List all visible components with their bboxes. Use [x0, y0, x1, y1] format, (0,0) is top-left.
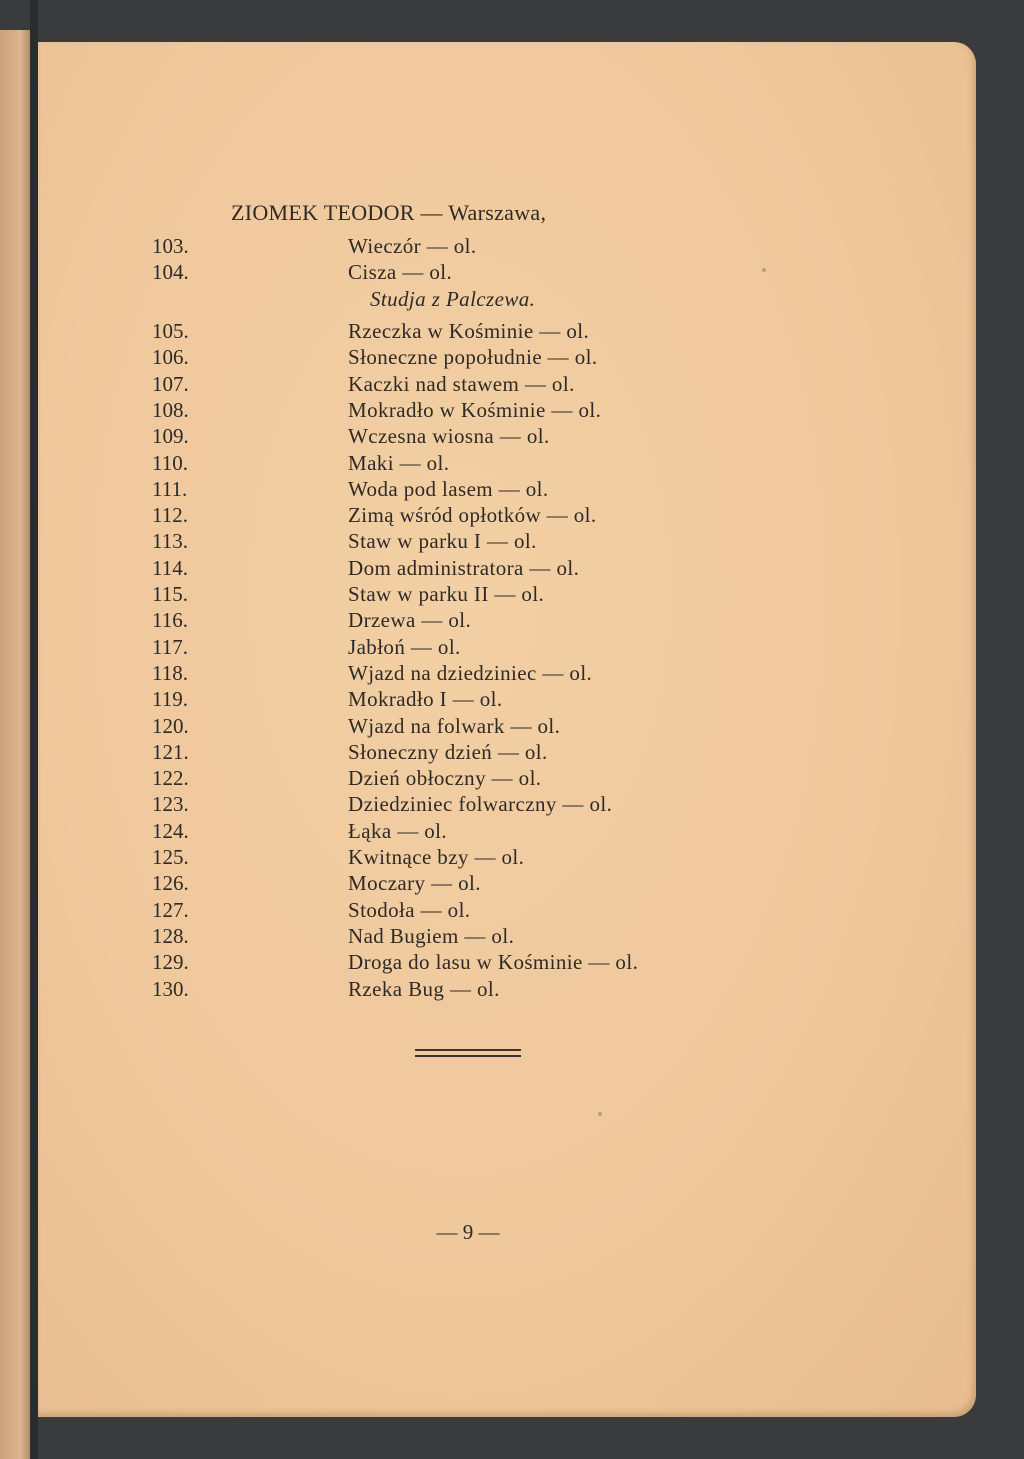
entry-title: Rzeczka w Kośminie — ol.: [348, 319, 590, 343]
section-subheading: Studja z Palczewa.: [370, 287, 536, 311]
catalog-entry: [0, 871, 1024, 897]
entry-title: Moczary — ol.: [348, 871, 481, 895]
double-rule-top: [415, 1049, 521, 1051]
entry-title: Łąka — ol.: [348, 819, 448, 843]
catalog-entry: [0, 740, 1024, 766]
entry-title: Maki — ol.: [348, 451, 450, 475]
entry-title: Dzień obłoczny — ol.: [348, 766, 542, 790]
entry-number: 116.: [152, 608, 188, 632]
entry-title: Droga do lasu w Kośminie — ol.: [348, 950, 639, 974]
entry-title: Cisza — ol.: [348, 260, 453, 284]
entry-number: 117.: [152, 635, 188, 659]
entry-title: Wjazd na dziedziniec — ol.: [348, 661, 593, 685]
entry-title: Jabłoń — ol.: [348, 635, 461, 659]
catalog-entry: [0, 260, 1024, 286]
catalog-entry: [0, 477, 1024, 503]
entry-title: Wieczór — ol.: [348, 234, 477, 258]
catalog-entry: [0, 608, 1024, 634]
entry-title: Wjazd na folwark — ol.: [348, 714, 561, 738]
entry-title: Mokradło w Kośminie — ol.: [348, 398, 602, 422]
entry-number: 115.: [152, 582, 188, 606]
catalog-entry: [0, 687, 1024, 713]
entry-number: 106.: [152, 345, 189, 369]
catalog-entry: [0, 556, 1024, 582]
catalog-entry: [0, 424, 1024, 450]
catalog-entry: [0, 529, 1024, 555]
catalog-entry: [0, 398, 1024, 424]
entry-title: Staw w parku II — ol.: [348, 582, 545, 606]
catalog-entry: [0, 319, 1024, 345]
catalog-entry: [0, 898, 1024, 924]
catalog-entry: [0, 977, 1024, 1003]
entry-number: 108.: [152, 398, 189, 422]
paper-speck: [762, 268, 766, 272]
entry-number: 118.: [152, 661, 188, 685]
entry-number: 113.: [152, 529, 188, 553]
entry-title: Kaczki nad stawem — ol.: [348, 372, 575, 396]
entry-number: 126.: [152, 871, 189, 895]
catalog-entry: [0, 372, 1024, 398]
catalog-entry: [0, 503, 1024, 529]
entry-number: 114.: [152, 556, 188, 580]
entry-title: Słoneczny dzień — ol.: [348, 740, 548, 764]
catalog-entry: [0, 845, 1024, 871]
catalog-entry: [0, 766, 1024, 792]
entry-number: 125.: [152, 845, 189, 869]
catalog-entry: [0, 345, 1024, 371]
paper-speck: [598, 1112, 602, 1116]
entry-title: Drzewa — ol.: [348, 608, 472, 632]
page-number: — 9 —: [436, 1220, 500, 1244]
entry-number: 103.: [152, 234, 189, 258]
entry-number: 105.: [152, 319, 189, 343]
catalog-entry: [0, 661, 1024, 687]
catalog-entry: [0, 635, 1024, 661]
entry-number: 123.: [152, 792, 189, 816]
entry-title: Woda pod lasem — ol.: [348, 477, 549, 501]
entry-number: 110.: [152, 451, 188, 475]
catalog-entry: [0, 819, 1024, 845]
entry-number: 121.: [152, 740, 189, 764]
entry-number: 111.: [152, 477, 188, 501]
catalog-entry: [0, 950, 1024, 976]
entry-number: 127.: [152, 898, 189, 922]
entry-title: Kwitnące bzy — ol.: [348, 845, 525, 869]
catalog-entry: [0, 714, 1024, 740]
entry-title: Wczesna wiosna — ol.: [348, 424, 550, 448]
entry-title: Rzeka Bug — ol.: [348, 977, 500, 1001]
entry-number: 112.: [152, 503, 188, 527]
entry-number: 129.: [152, 950, 189, 974]
catalog-entry: [0, 451, 1024, 477]
artist-heading: ZIOMEK TEODOR — Warszawa,: [231, 200, 547, 225]
entry-number: 119.: [152, 687, 188, 711]
entry-title: Słoneczne popołudnie — ol.: [348, 345, 598, 369]
entry-number: 109.: [152, 424, 189, 448]
entry-title: Zimą wśród opłotków — ol.: [348, 503, 597, 527]
entry-number: 128.: [152, 924, 189, 948]
entry-number: 120.: [152, 714, 189, 738]
entry-title: Staw w parku I — ol.: [348, 529, 537, 553]
catalog-entry: [0, 582, 1024, 608]
entry-title: Nad Bugiem — ol.: [348, 924, 515, 948]
catalog-entry: [0, 924, 1024, 950]
entry-title: Stodoła — ol.: [348, 898, 471, 922]
double-rule-bottom: [415, 1055, 521, 1057]
entry-number: 124.: [152, 819, 189, 843]
entry-number: 107.: [152, 372, 189, 396]
entry-number: 122.: [152, 766, 189, 790]
entry-title: Dom administratora — ol.: [348, 556, 580, 580]
entry-title: Mokradło I — ol.: [348, 687, 503, 711]
catalog-entry: [0, 792, 1024, 818]
entry-title: Dziedziniec folwarczny — ol.: [348, 792, 613, 816]
entry-number: 104.: [152, 260, 189, 284]
catalog-entry: [0, 234, 1024, 260]
entry-number: 130.: [152, 977, 189, 1001]
